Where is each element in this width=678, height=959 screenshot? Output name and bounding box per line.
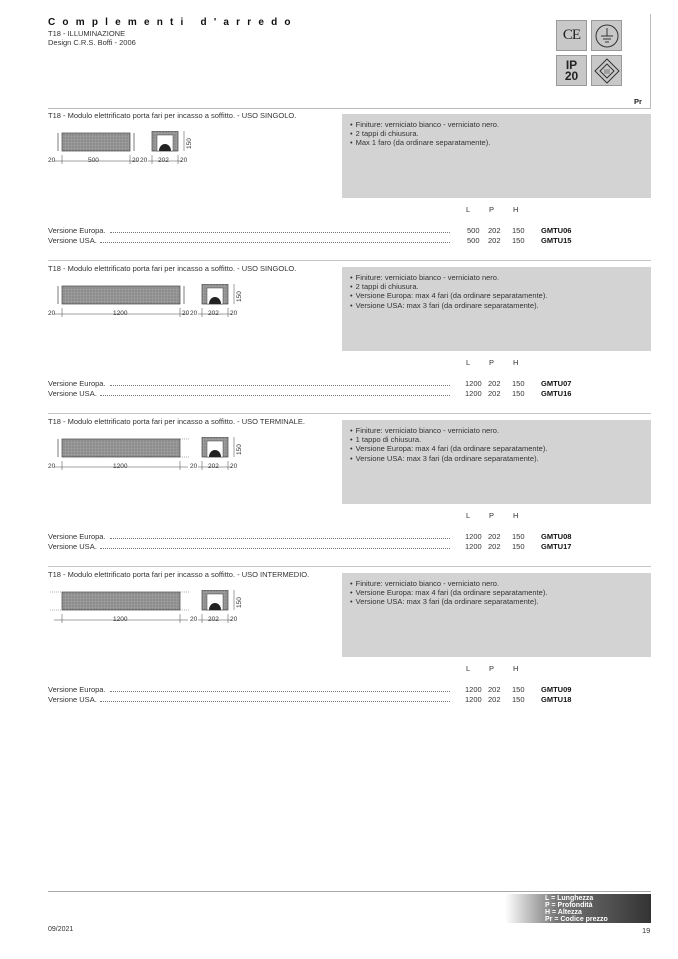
feature-item: • Versione USA: max 3 fari (da ordinare separatamente). (350, 597, 651, 606)
leader-dots (100, 242, 450, 243)
value-l: 1200 (465, 379, 482, 388)
version-label: Versione USA. (48, 695, 97, 704)
section-title: T18 - Modulo elettrificato porta fari per incasso a soffitto. - USO SINGOLO. (48, 111, 297, 120)
feature-item: • Versione USA: max 3 fari (da ordinare separatamente). (350, 454, 651, 463)
product-code: GMTU06 (541, 226, 572, 235)
dim-side-left: 20 (190, 616, 198, 623)
legend-item: P = Profondità (545, 902, 593, 909)
value-p: 202 (488, 532, 501, 541)
version-row (48, 226, 608, 235)
value-p: 202 (488, 226, 501, 235)
section-divider (48, 566, 651, 567)
price-code-header: Pr (634, 97, 642, 106)
features-list (342, 267, 651, 310)
value-h: 150 (512, 236, 525, 245)
column-header-h: H (513, 664, 519, 673)
class-iii-label: III (603, 69, 610, 75)
feature-item: • 1 tappo di chiusura. (350, 435, 651, 444)
dim-depth: 202 (158, 157, 169, 164)
value-h: 150 (512, 695, 525, 704)
ground-symbol-icon (591, 20, 622, 51)
section-title: T18 - Modulo elettrificato porta fari per incasso a soffitto. - USO TERMINALE. (48, 417, 305, 426)
leader-dots (100, 548, 450, 549)
feature-item: • Finiture: verniciato bianco - verniciato nero. (350, 273, 651, 282)
footer-date: 09/2021 (48, 926, 74, 933)
feature-item: • Finiture: verniciato bianco - verniciato nero. (350, 120, 651, 129)
feature-item: • Versione Europa: max 4 fari (da ordinare separatamente). (350, 444, 651, 453)
product-section (48, 417, 651, 551)
class-iii-icon (591, 55, 622, 86)
page-title: Complementi d'arredo (48, 17, 298, 28)
column-header-h: H (513, 205, 519, 214)
features-list (342, 420, 651, 463)
dim-side-right: 20 (180, 157, 188, 164)
dim-depth: 202 (208, 616, 219, 623)
product-section (48, 264, 651, 398)
legend-item: Pr = Codice prezzo (545, 916, 608, 923)
features-list (342, 573, 651, 607)
category-label: T18 - ILLUMINAZIONE (48, 29, 126, 38)
header-divider (48, 108, 651, 109)
column-header-l: L (466, 205, 471, 214)
value-l: 500 (467, 236, 480, 245)
ip-label: IP (565, 57, 578, 72)
section-title: T18 - Modulo elettrificato porta fari per incasso a soffitto. - USO INTERMEDIO. (48, 570, 310, 579)
version-row (48, 685, 608, 694)
dim-length: 500 (88, 157, 99, 164)
product-section (48, 111, 651, 245)
dim-side-right: 20 (230, 463, 238, 470)
leader-dots (100, 701, 450, 702)
dim-end-left: 20 (48, 463, 56, 470)
value-p: 202 (488, 389, 501, 398)
version-label: Versione Europa. (48, 685, 106, 694)
module-drawing-svg (48, 437, 298, 477)
column-header-p: P (489, 358, 495, 367)
module-drawing (48, 437, 298, 477)
dim-length: 1200 (113, 310, 128, 317)
value-p: 202 (488, 685, 501, 694)
value-h: 150 (512, 226, 525, 235)
product-section (48, 570, 651, 704)
leader-dots (110, 538, 450, 539)
product-code: GMTU08 (541, 532, 572, 541)
header-subtitle (48, 29, 136, 47)
product-code: GMTU07 (541, 379, 572, 388)
value-l: 500 (467, 226, 480, 235)
legend-item: H = Altezza (545, 909, 582, 916)
version-row (48, 236, 608, 245)
column-header-l: L (466, 358, 471, 367)
product-code: GMTU09 (541, 685, 572, 694)
dim-side-right: 20 (230, 310, 238, 317)
value-p: 202 (488, 379, 501, 388)
dim-height: 150 (186, 138, 193, 149)
version-label: Versione Europa. (48, 532, 106, 541)
value-l: 1200 (465, 389, 482, 398)
section-divider (48, 260, 651, 261)
column-header-l: L (466, 511, 471, 520)
column-header-h: H (513, 511, 519, 520)
page-number: 19 (642, 926, 651, 935)
column-header-h: H (513, 358, 519, 367)
value-h: 150 (512, 532, 525, 541)
leader-dots (110, 691, 450, 692)
value-h: 150 (512, 379, 525, 388)
features-box (342, 573, 651, 657)
value-h: 150 (512, 389, 525, 398)
dim-depth: 202 (208, 310, 219, 317)
column-header-l: L (466, 664, 471, 673)
dim-height: 150 (236, 444, 243, 455)
value-p: 202 (488, 695, 501, 704)
value-h: 150 (512, 685, 525, 694)
version-label: Versione USA. (48, 389, 97, 398)
dim-depth: 202 (208, 463, 219, 470)
features-box (342, 267, 651, 351)
version-row (48, 532, 608, 541)
dim-side-left: 20 (190, 310, 198, 317)
value-l: 1200 (465, 532, 482, 541)
module-body (62, 439, 180, 457)
dimension-legend (505, 894, 651, 923)
column-header-p: P (489, 205, 495, 214)
dim-end-left: 20 (48, 310, 56, 317)
version-label: Versione Europa. (48, 226, 106, 235)
leader-dots (100, 395, 450, 396)
header-divider-vertical (650, 14, 651, 109)
dim-side-right: 20 (230, 616, 238, 623)
version-row (48, 695, 608, 704)
dim-side-left: 20 (140, 157, 148, 164)
ip-rating-icon (556, 55, 587, 86)
module-drawing (48, 284, 298, 324)
version-label: Versione Europa. (48, 379, 106, 388)
module-drawing-svg (48, 590, 298, 630)
value-p: 202 (488, 542, 501, 551)
legend-item: L = Lunghezza (545, 895, 594, 902)
features-list (342, 114, 651, 148)
ce-mark-icon (556, 20, 587, 51)
ce-label: CE (562, 27, 581, 43)
column-header-p: P (489, 511, 495, 520)
dim-end-left: 20 (48, 157, 56, 164)
features-box (342, 420, 651, 504)
dim-side-left: 20 (190, 463, 198, 470)
version-row (48, 379, 608, 388)
product-code: GMTU18 (541, 695, 572, 704)
module-drawing-svg (48, 284, 298, 324)
version-label: Versione USA. (48, 236, 97, 245)
module-drawing-svg (48, 131, 298, 171)
version-row (48, 542, 608, 551)
dim-end-right: 20 (182, 310, 190, 317)
dim-length: 1200 (113, 616, 128, 623)
ip-number: 20 (564, 68, 579, 83)
product-code: GMTU16 (541, 389, 572, 398)
dim-end-right: 20 (132, 157, 140, 164)
feature-item: • 2 tappi di chiusura. (350, 282, 651, 291)
footer-divider (48, 891, 651, 892)
feature-item: • Versione Europa: max 4 fari (da ordinare separatamente). (350, 291, 651, 300)
version-row (48, 389, 608, 398)
module-drawing (48, 590, 298, 630)
dim-height: 150 (236, 291, 243, 302)
value-p: 202 (488, 236, 501, 245)
feature-item: • Versione USA: max 3 fari (da ordinare separatamente). (350, 301, 651, 310)
leader-dots (110, 385, 450, 386)
design-credit: Design C.R.S. Boffi - 2006 (48, 38, 136, 47)
value-l: 1200 (465, 685, 482, 694)
feature-item: • Finiture: verniciato bianco - verniciato nero. (350, 579, 651, 588)
dim-length: 1200 (113, 463, 128, 470)
features-box (342, 114, 651, 198)
module-body (62, 592, 180, 610)
leader-dots (110, 232, 450, 233)
column-header-p: P (489, 664, 495, 673)
section-divider (48, 413, 651, 414)
feature-item: • Finiture: verniciato bianco - verniciato nero. (350, 426, 651, 435)
value-h: 150 (512, 542, 525, 551)
module-body (62, 133, 130, 151)
value-l: 1200 (465, 695, 482, 704)
module-drawing (48, 131, 298, 171)
section-title: T18 - Modulo elettrificato porta fari per incasso a soffitto. - USO SINGOLO. (48, 264, 297, 273)
value-l: 1200 (465, 542, 482, 551)
product-code: GMTU15 (541, 236, 572, 245)
dim-height: 150 (236, 597, 243, 608)
version-label: Versione USA. (48, 542, 97, 551)
feature-item: • Max 1 faro (da ordinare separatamente). (350, 138, 651, 147)
module-body (62, 286, 180, 304)
feature-item: • 2 tappi di chiusura. (350, 129, 651, 138)
product-code: GMTU17 (541, 542, 572, 551)
feature-item: • Versione Europa: max 4 fari (da ordinare separatamente). (350, 588, 651, 597)
